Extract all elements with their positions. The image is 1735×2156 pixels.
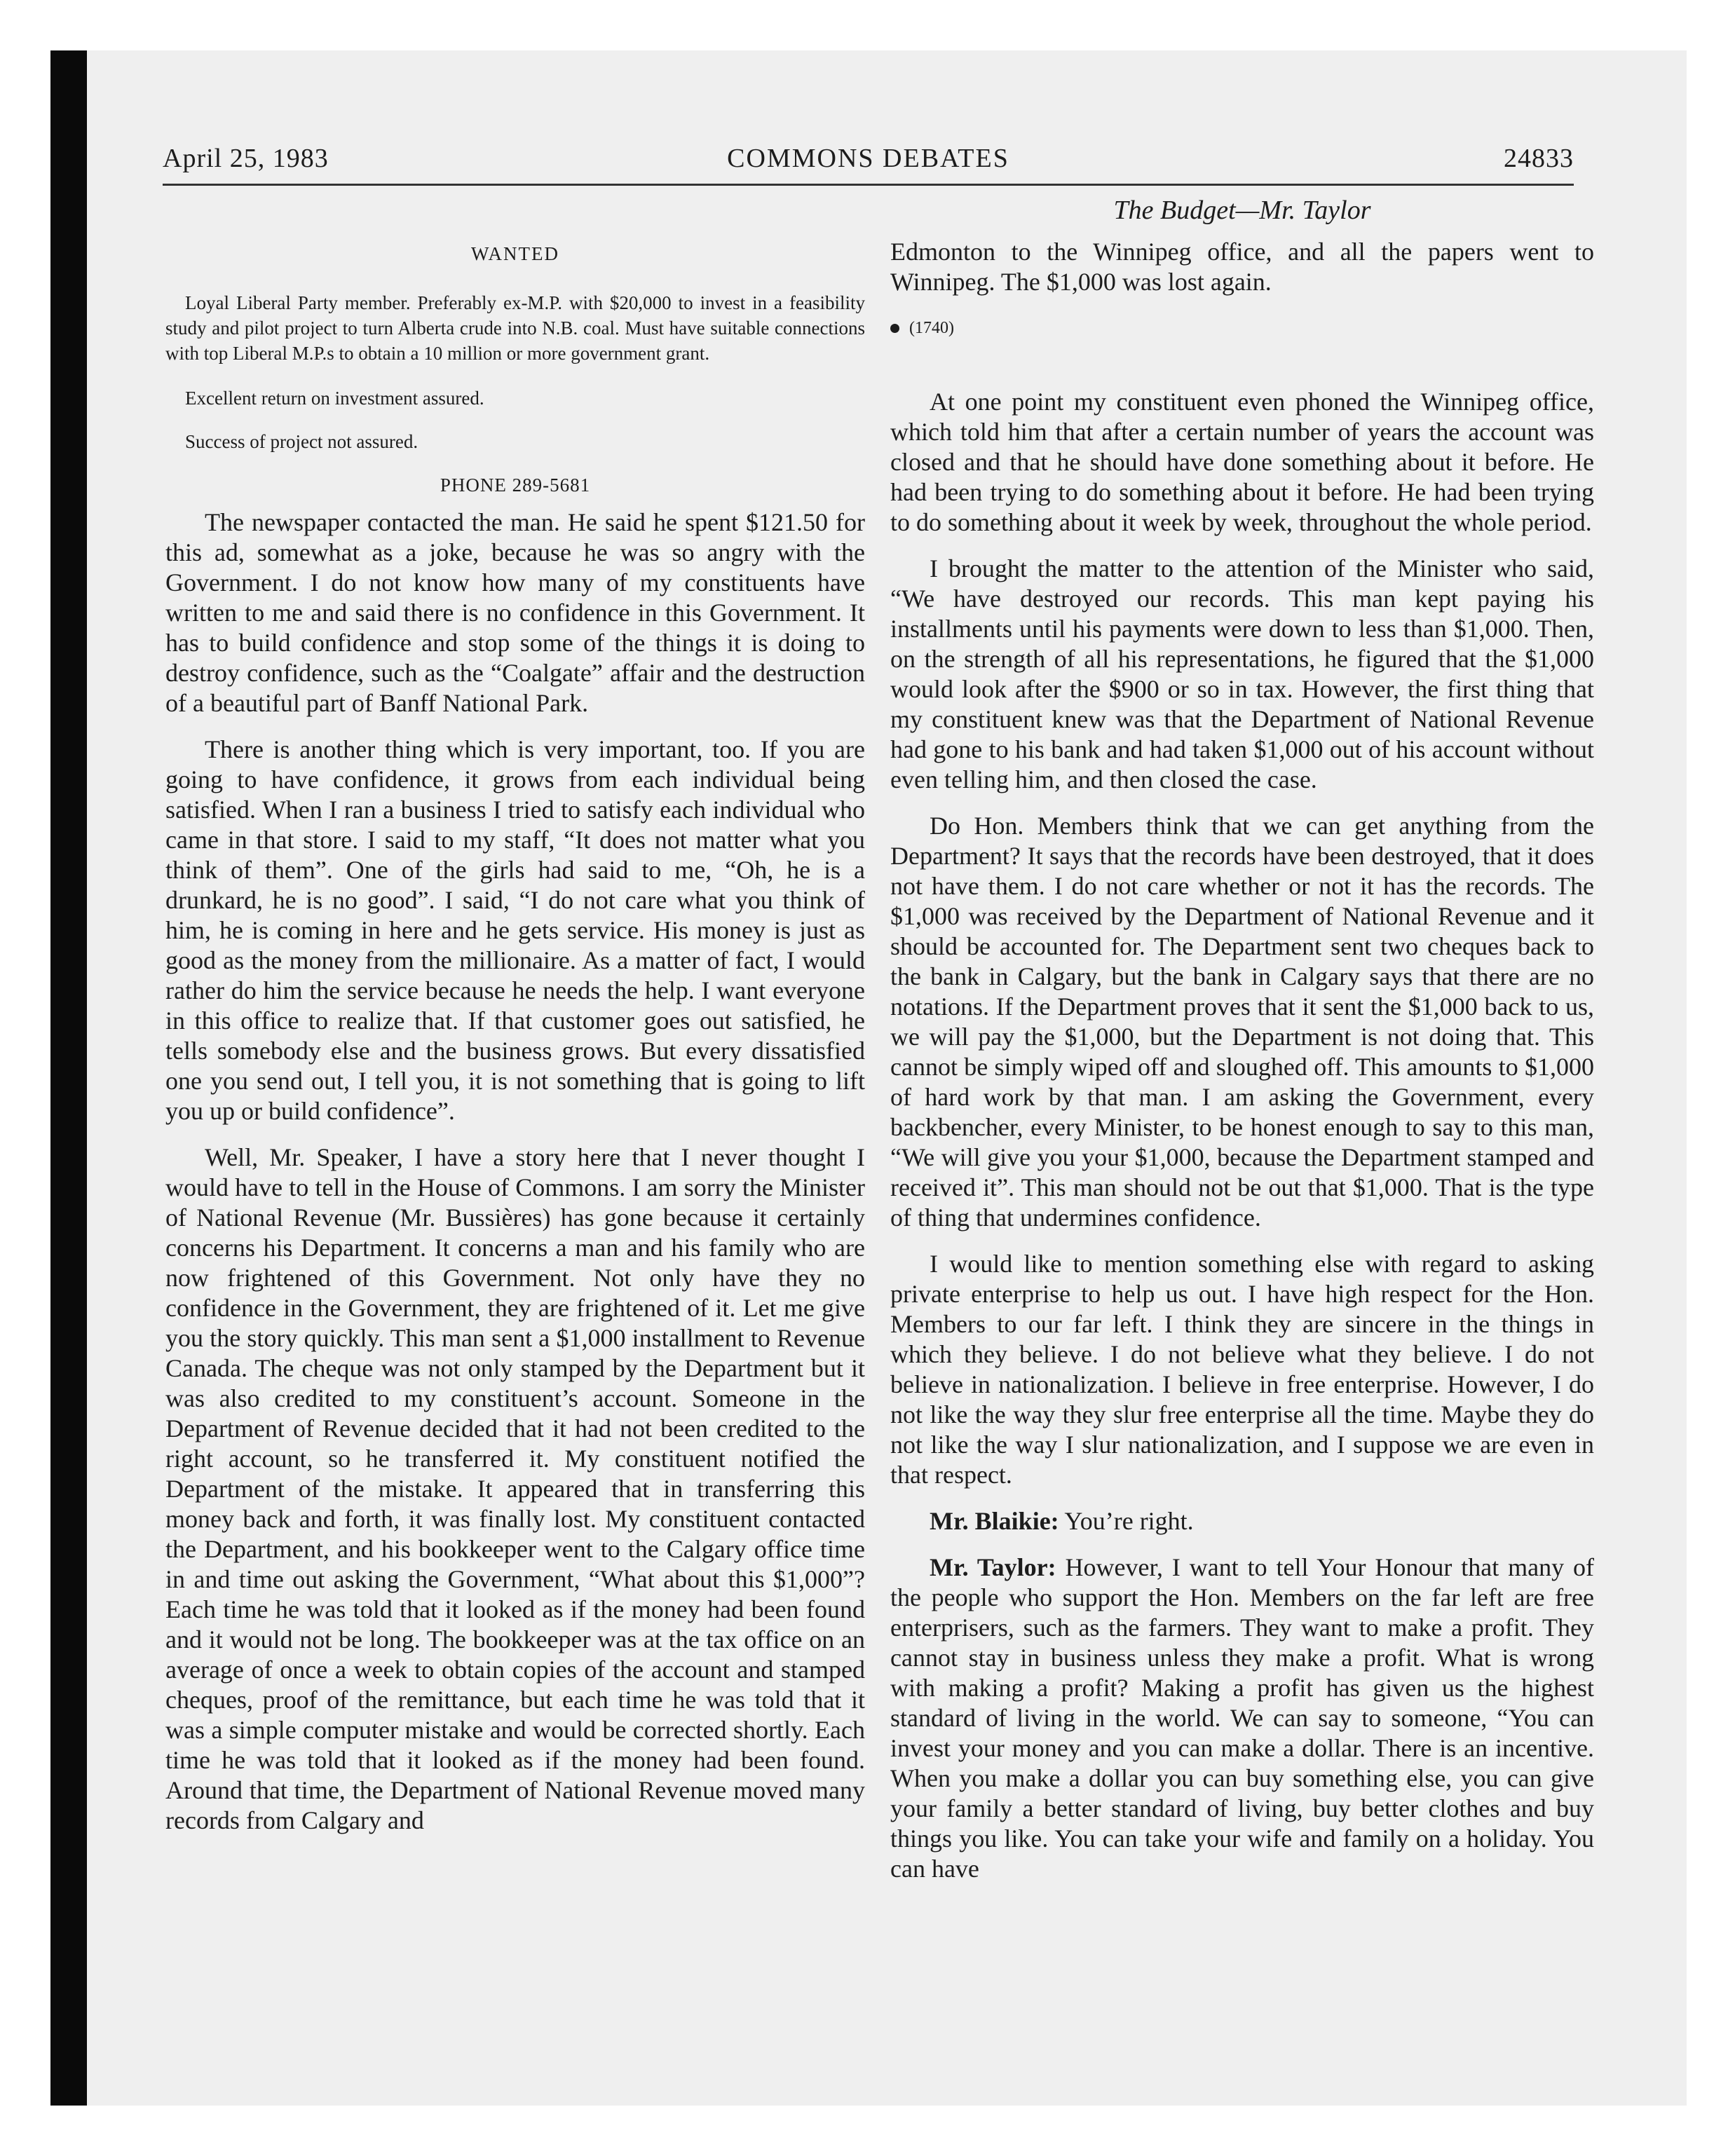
header-publication: COMMONS DEBATES [727, 144, 1009, 173]
paragraph: At one point my constituent even phoned the Winnipeg office, which told him that after a certain number of years the account was closed and that he should have done something about it before. He had been trying to do something about it before. He had been trying to do something about it week by week, throughout the whole period. [890, 388, 1594, 536]
paragraph: The newspaper contacted the man. He said he spent $121.50 for this ad, somewhat as a joke, because he was so angry with the Government. I do not know how many of my constituents have written to me and said there is no confidence in this Government. It has to build confidence and stop some of the things it is doing to destroy confidence, such as the “Coalgate” affair and the destruction of a beautiful part of Banff National Park. [165, 508, 865, 717]
speech-text: However, I want to tell Your Honour that many of the people who support the Hon. Members on the far left are free enterprisers, such as the farmers. They want to make a profit. They cannot stay in business unless they make a profit. What is wrong with making a profit? Making a profit has given us the highest standard of living in the world. We can say to someone, “You can invest your money and you can make a dollar. There is an incentive. When you make a dollar you can buy something else, you can give your family a better standard of living, buy better clothes and buy things you like. You can take your wife and family on a holiday. You can have [890, 1553, 1595, 1883]
ad-line-return: Excellent return on investment assured. [185, 388, 484, 409]
left-column [165, 238, 865, 1852]
header-page-number: 24833 [1504, 144, 1574, 173]
paragraph: Well, Mr. Speaker, I have a story here that I never thought I would have to tell in the House of Commons. I am sorry the Minister of National Revenue (Mr. Bussières) has gone because it certainly concerns his Department. It concerns a man and his family who are now frightened of this Government. Not only have they no confidence in the Government, they are frightened of it. Let me give you the story quickly. This man sent a $1,000 installment to Revenue Canada. The cheque was not only stamped by the Department but it was also credited to my constituent’s account. Someone in the Department of Revenue decided that it had not been credited to the right account, so he transferred it. My constituent notified the Department of the mistake. It appeared that in transferring this money back and forth, it was finally lost. My constituent contacted the Department, and his bookkeeper went to the Calgary office time in and time out asking the Government, “What about this $1,000”? Each time he was told that it looked as if the money had been found and it would not be long. The bookkeeper was at the tax office on an average of once a week to obtain copies of the account and stamped cheques, proof of the remittance, but each time he was told that it was a simple computer mistake and would be corrected shortly. Each time he was told that it looked as if the money had been found. Around that time, the Department of National Revenue moved many records from Calgary and [165, 1143, 865, 1834]
timestamp-text: (1740) [909, 319, 954, 337]
ad-body: Loyal Liberal Party member. Preferably ex-M.P. with $20,000 to invest in a feasibility study and pilot project to turn Alberta crude into N.B. coal. Must have suitable connections with top Liberal M.P.s to obtain a 10 million or more government grant. [165, 292, 865, 364]
speech-taylor [890, 1553, 1594, 1884]
bullet-icon [890, 324, 899, 333]
speaker-name: Mr. Blaikie: [930, 1507, 1059, 1535]
speech-text: You’re right. [1064, 1507, 1194, 1535]
speech-blaikie [890, 1506, 1594, 1536]
paragraph: Do Hon. Members think that we can get anything from the Department? It says that the records have been destroyed, that it does not have them. I do not care whether or not it has the records. The $1,000 was received by the Department of National Revenue and it should be accounted for. The Department sent two cheques back to the bank in Calgary, but the bank in Calgary says that there are no notations. If the Department proves that it sent the $1,000 back to us, we will pay the $1,000, but the Department is not doing that. This cannot be simply wiped off and sloughed off. This amounts to $1,000 of hard work by that man. I am asking the Government, every backbencher, every Minister, to be honest enough to say to this man, “We will give you your $1,000, because the Department stamped and received it”. This man should not be out that $1,000. That is the type of thing that undermines confidence. [890, 812, 1594, 1231]
paragraph-continuation: Edmonton to the Winnipeg office, and all the papers went to Winnipeg. The $1,000 was lost again. [890, 238, 1594, 296]
scan-binding-edge [50, 50, 87, 2106]
right-column [890, 237, 1594, 1900]
running-header [163, 140, 1574, 186]
ad-phone: PHONE 289-5681 [440, 475, 591, 496]
speaker-name: Mr. Taylor: [930, 1553, 1056, 1581]
section-subheading: The Budget—Mr. Taylor [1113, 196, 1371, 225]
paragraph: I would like to mention something else with regard to asking private enterprise to help us out. I have high respect for the Hon. Members to our far left. I think they are sincere in the things in which they believe. I do not believe what they believe. I do not believe in nationalization. I believe in free enterprise. However, I do not like the way they slur free enterprise all the time. Maybe they do not like the way I slur nationalization, and I suppose we are even in that respect. [890, 1250, 1594, 1489]
header-date: April 25, 1983 [163, 144, 329, 173]
paragraph: There is another thing which is very important, too. If you are going to have confidence, it grows from each individual being satisfied. When I ran a business I tried to satisfy each individual who came in that store. I said to my staff, “It does not matter what you think of them”. One of the girls had said to me, “Oh, he is a drunkard, he is no good”. I said, “I do not care what you think of him, he is coming in here and he gets service. His money is just as good as the money from the millionaire. As a matter of fact, I would rather do him the service because he needs the help. I want everyone in this office to realize that. If that customer goes out satisfied, he tells somebody else and the business grows. But every dissatisfied one you send out, I tell you, it is not something that is going to lift you up or build confidence”. [165, 735, 865, 1125]
timestamp [890, 313, 1594, 343]
ad-line-success: Success of project not assured. [185, 431, 419, 452]
ad-title: WANTED [471, 243, 559, 264]
wanted-advertisement [165, 241, 865, 498]
paragraph: I brought the matter to the attention of the Minister who said, “We have destroyed our records. This man kept paying his installments until his payments were down to less than $1,000. Then, on the strength of all his representations, he figured that the $1,000 would look after the $900 or so in tax. However, the first thing that my constituent knew was that the Department of National Revenue had gone to his bank and had taken $1,000 out of his account without even telling him, and then closed the case. [890, 554, 1594, 793]
